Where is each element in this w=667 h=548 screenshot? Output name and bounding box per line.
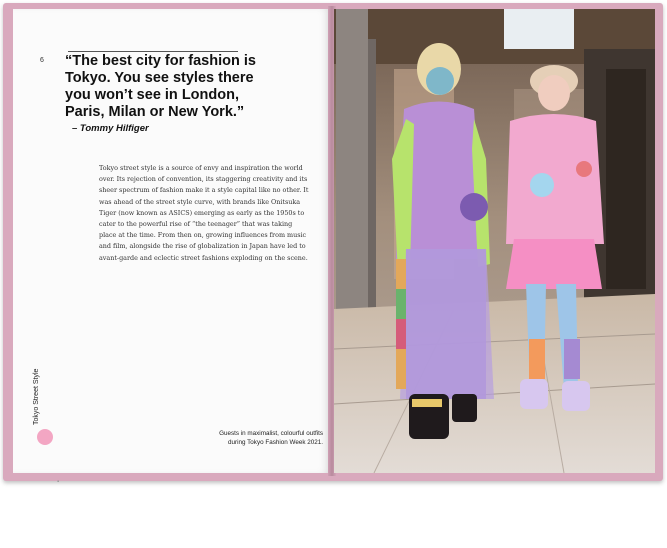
section-dot-icon [37, 429, 53, 445]
photo-caption [183, 429, 323, 447]
quote-rule [68, 51, 238, 52]
section-label: Tokyo Street Style [33, 368, 40, 425]
page-number: 6 [40, 57, 44, 64]
caption-line: during Tokyo Fashion Week 2021. [228, 439, 323, 446]
street-style-photo [334, 9, 655, 473]
left-page [13, 9, 331, 473]
pull-quote: “The best city for fashion is Tokyo. You see styles there you won’t see in London, Paris, Milan or New York.” [65, 53, 256, 120]
body-paragraph: Tokyo street style is a source of envy and inspiration the world over. Its rejection of convention, its staggering creativity and its sheer spectrum of fashion make it a style capital like no other. It was ahead of the street style curve, with brands like Onitsuka Tiger (now known as ASICS) emerging as early as the 1950s to cater to the powerful rise of “the teenager” that was taking place at the time. From then on, growing influences from music and film, alongside the rise of globalization in Japan have led to avant-garde and eclectic street fashions exploding on the scene. [99, 164, 309, 262]
quote-attribution: – Tommy Hilfiger [72, 123, 149, 134]
page-mark: ▪ [57, 479, 60, 485]
caption-line: Guests in maximalist, colourful outfits [219, 430, 323, 437]
photo-page [334, 9, 655, 473]
